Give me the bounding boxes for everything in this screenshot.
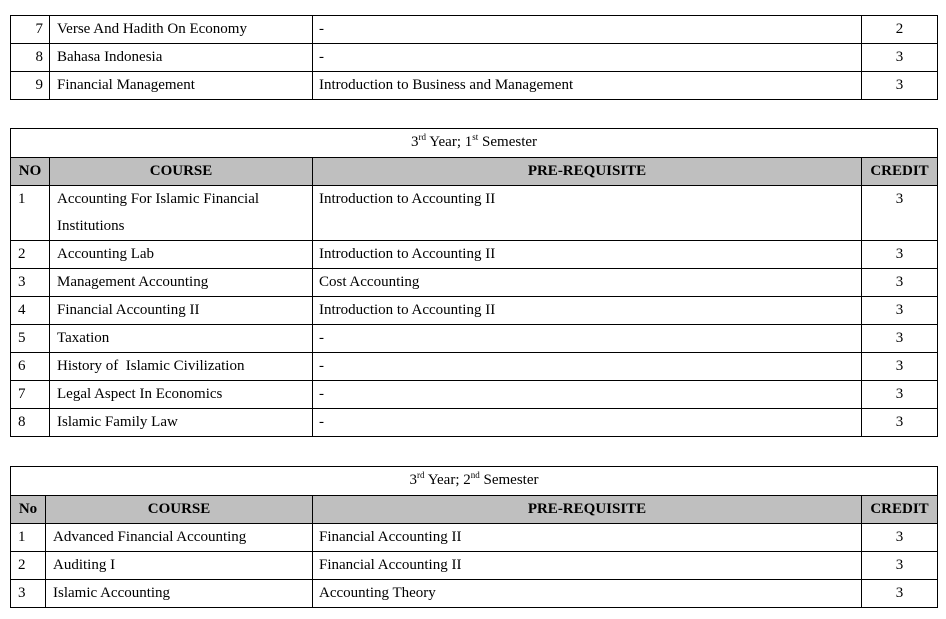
course-name: Financial Management bbox=[50, 72, 313, 100]
course-prerequisite: Introduction to Accounting II bbox=[313, 241, 862, 269]
semester-title: 3rd Year; 1st Semester bbox=[11, 129, 938, 158]
course-no: 1 bbox=[11, 186, 50, 241]
course-name: Accounting Lab bbox=[50, 241, 313, 269]
course-prerequisite: - bbox=[313, 325, 862, 353]
course-no: 1 bbox=[11, 524, 46, 552]
course-credit: 3 bbox=[862, 381, 938, 409]
course-prerequisite: Financial Accounting II bbox=[313, 524, 862, 552]
table-row bbox=[11, 241, 938, 269]
table-row bbox=[11, 325, 938, 353]
course-prerequisite: Introduction to Accounting II bbox=[313, 186, 862, 241]
course-name: Accounting For Islamic Financial Institutions bbox=[50, 186, 313, 241]
course-name: Islamic Family Law bbox=[50, 409, 313, 437]
semester-2-table bbox=[10, 466, 938, 608]
previous-semester-table bbox=[10, 15, 938, 100]
course-name: History of Islamic Civilization bbox=[50, 353, 313, 381]
table-row bbox=[11, 44, 938, 72]
course-prerequisite: - bbox=[313, 44, 862, 72]
course-credit: 3 bbox=[862, 552, 938, 580]
course-credit: 3 bbox=[862, 241, 938, 269]
course-prerequisite: Financial Accounting II bbox=[313, 552, 862, 580]
course-no: 9 bbox=[11, 72, 50, 100]
course-name: Advanced Financial Accounting bbox=[46, 524, 313, 552]
course-prerequisite: - bbox=[313, 16, 862, 44]
table-row bbox=[11, 353, 938, 381]
course-credit: 3 bbox=[862, 580, 938, 608]
course-prerequisite: - bbox=[313, 409, 862, 437]
course-credit: 3 bbox=[862, 325, 938, 353]
table-row bbox=[11, 16, 938, 44]
course-credit: 3 bbox=[862, 524, 938, 552]
course-credit: 2 bbox=[862, 16, 938, 44]
course-no: 8 bbox=[11, 44, 50, 72]
header-credit: CREDIT bbox=[862, 496, 938, 524]
header-no: NO bbox=[11, 158, 50, 186]
course-name: Islamic Accounting bbox=[46, 580, 313, 608]
course-no: 7 bbox=[11, 16, 50, 44]
course-no: 6 bbox=[11, 353, 50, 381]
table-row bbox=[11, 186, 938, 241]
header-course: COURSE bbox=[50, 158, 313, 186]
course-no: 2 bbox=[11, 552, 46, 580]
course-no: 5 bbox=[11, 325, 50, 353]
header-no: No bbox=[11, 496, 46, 524]
course-prerequisite: - bbox=[313, 353, 862, 381]
table-row bbox=[11, 552, 938, 580]
course-name: Verse And Hadith On Economy bbox=[50, 16, 313, 44]
course-name: Management Accounting bbox=[50, 269, 313, 297]
table-row bbox=[11, 524, 938, 552]
table-row bbox=[11, 269, 938, 297]
course-prerequisite: Introduction to Business and Management bbox=[313, 72, 862, 100]
course-name: Legal Aspect In Economics bbox=[50, 381, 313, 409]
course-credit: 3 bbox=[862, 44, 938, 72]
course-credit: 3 bbox=[862, 269, 938, 297]
semester-title: 3rd Year; 2nd Semester bbox=[11, 467, 938, 496]
course-no: 3 bbox=[11, 580, 46, 608]
table-row bbox=[11, 72, 938, 100]
course-credit: 3 bbox=[862, 353, 938, 381]
course-no: 3 bbox=[11, 269, 50, 297]
course-no: 4 bbox=[11, 297, 50, 325]
table-row bbox=[11, 297, 938, 325]
course-prerequisite: Cost Accounting bbox=[313, 269, 862, 297]
header-course: COURSE bbox=[46, 496, 313, 524]
semester-1-table bbox=[10, 128, 938, 437]
course-name: Auditing I bbox=[46, 552, 313, 580]
course-no: 2 bbox=[11, 241, 50, 269]
table-row bbox=[11, 381, 938, 409]
course-no: 7 bbox=[11, 381, 50, 409]
table-header-row bbox=[11, 158, 938, 186]
course-prerequisite: Introduction to Accounting II bbox=[313, 297, 862, 325]
course-name: Financial Accounting II bbox=[50, 297, 313, 325]
course-credit: 3 bbox=[862, 409, 938, 437]
table-header-row bbox=[11, 496, 938, 524]
header-prerequisite: PRE-REQUISITE bbox=[313, 158, 862, 186]
header-prerequisite: PRE-REQUISITE bbox=[313, 496, 862, 524]
course-name: Taxation bbox=[50, 325, 313, 353]
course-credit: 3 bbox=[862, 297, 938, 325]
table-row bbox=[11, 409, 938, 437]
course-credit: 3 bbox=[862, 186, 938, 241]
course-credit: 3 bbox=[862, 72, 938, 100]
course-no: 8 bbox=[11, 409, 50, 437]
course-name: Bahasa Indonesia bbox=[50, 44, 313, 72]
table-row bbox=[11, 580, 938, 608]
course-prerequisite: - bbox=[313, 381, 862, 409]
header-credit: CREDIT bbox=[862, 158, 938, 186]
course-prerequisite: Accounting Theory bbox=[313, 580, 862, 608]
